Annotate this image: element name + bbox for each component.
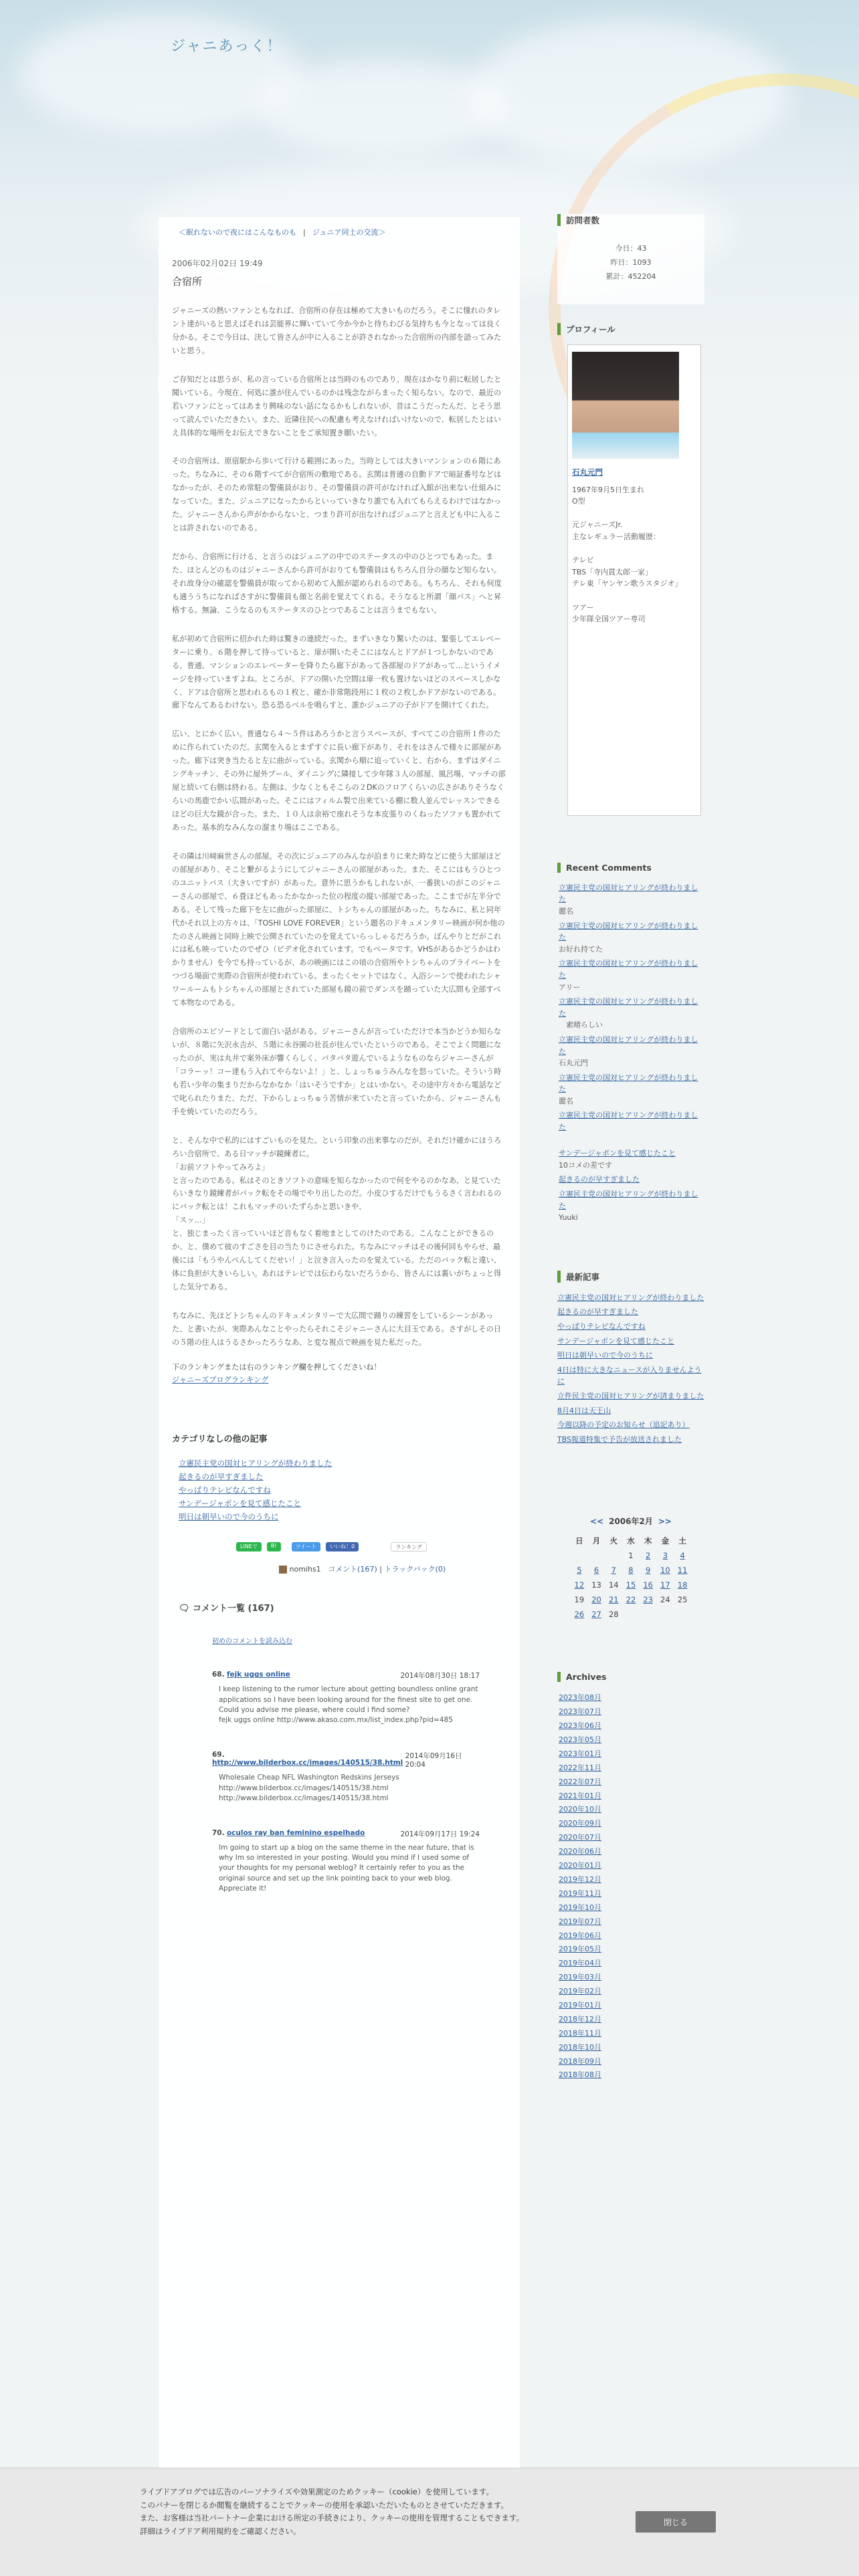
calendar-day[interactable]: 10 <box>660 1566 670 1576</box>
category-item[interactable]: 立憲民主党の国対ヒアリングが終わりました <box>179 1458 332 1468</box>
post-body <box>172 304 506 1350</box>
calendar-day[interactable]: 2 <box>646 1551 651 1561</box>
comment-date: 2014年08月30日 18:17 <box>400 1672 480 1681</box>
latest-posts-heading: 最新記事 <box>557 1271 704 1283</box>
tweet-button[interactable]: ツイート <box>292 1542 321 1551</box>
sidebar <box>557 214 704 2082</box>
recent-comment-link[interactable]: 立憲民主党の国対ヒアリングが終わりました <box>559 1035 698 1056</box>
archive-link[interactable]: 2019年05月 <box>559 1945 601 1954</box>
post-meta: nomihs1 コメント(167) | トラックバック(0) <box>279 1564 506 1574</box>
calendar-day[interactable]: 8 <box>628 1566 634 1576</box>
calendar-day[interactable]: 17 <box>660 1580 670 1590</box>
cookie-banner <box>0 2468 859 2576</box>
calendar-day: 14 <box>608 1580 619 1590</box>
calendar-table <box>571 1533 691 1622</box>
profile-photo <box>572 352 679 459</box>
ranking-button[interactable]: ランキング <box>391 1542 427 1551</box>
recent-comment-link[interactable]: 起きるのが早すぎました <box>559 1175 640 1184</box>
calendar-day: 25 <box>677 1595 688 1605</box>
calendar-title: 2006年2月 <box>609 1517 653 1527</box>
latest-post-link[interactable]: 8月4日は天王山 <box>557 1406 611 1415</box>
visits-widget <box>557 214 704 304</box>
post-paragraph: その合宿所は、原宿駅から歩いて行ける範囲にあった。当時としては大きいマンションの６階にあった。ちなみに、その６階すべてが合宿所の敷地である。玄関は普通の自動ドアで暗証番号などはなかったが、そのため常駐の警備員がおり、その警備員の許可がなければ入館が出来ない仕組みになっていた。また、ジュニアになったからといっていきなり誰でも入れてもらえるわけではなかった。ジャニーさんから声がかからないと、つまり許可が出なければジュニアと言えども中に入ることは許されないのである。 <box>172 457 502 533</box>
calendar-day[interactable]: 21 <box>608 1595 619 1605</box>
calendar-weekday: 水 <box>627 1536 635 1546</box>
archive-link[interactable]: 2018年10月 <box>559 2042 601 2052</box>
latest-post-link[interactable]: 明日は朝早いので今のうちに <box>557 1351 653 1360</box>
recent-comment-author: 麗名 <box>559 1096 573 1105</box>
category-heading: カテゴリなしの他の記事 <box>172 1434 268 1444</box>
ranking-link[interactable]: ジャニーズブログランキング <box>172 1375 269 1384</box>
archive-link[interactable]: 2018年08月 <box>559 2070 601 2080</box>
calendar-day[interactable]: 20 <box>591 1595 601 1605</box>
comment-list <box>172 1671 506 1894</box>
recent-comment-link[interactable]: 立憲民主党の国対ヒアリングが終わりました <box>559 921 698 942</box>
visits-yesterday: 昨日：1093 <box>610 257 652 267</box>
recent-comment-link[interactable]: 立憲民主党の国対ヒアリングが終わりました <box>559 883 698 904</box>
comment-date: 2014年09月17日 19:24 <box>400 1830 480 1838</box>
line-share-button[interactable]: LINEで <box>236 1542 262 1551</box>
post-nav: ＜眠れないので夜にはこんなものも | ジュニア同士の交流＞ <box>172 227 506 237</box>
calendar-day: 1 <box>628 1551 634 1561</box>
latest-post-link[interactable]: サンデージャポンを見て感じたこと <box>557 1336 675 1346</box>
profile-text: 1967年9月5日生まれ O型 元ジャニーズJr. 主なレギュラー活動履歴： テレビ TBS「寺内貫太郎一家」 テレ東「ヤンヤン歌うスタジオ」 ツアー 少年隊全国ツアー専司 <box>572 485 682 624</box>
recent-comment-author: Yuuki <box>559 1213 578 1222</box>
calendar-day[interactable]: 26 <box>574 1610 585 1620</box>
hatena-share-button[interactable]: B! <box>267 1542 281 1551</box>
archive-link[interactable]: 2023年06月 <box>559 1721 601 1731</box>
recent-comment-author: 石丸元門 <box>559 1059 588 1068</box>
latest-post-link[interactable]: 今週以降の予定のお知らせ（追記あり） <box>557 1420 690 1430</box>
calendar-day <box>657 1607 674 1622</box>
archive-link[interactable]: 2019年02月 <box>559 1987 601 1996</box>
category-item[interactable]: 明日は朝早いので今のうちに <box>179 1512 279 1522</box>
comment-author[interactable]: http://www.bilderbox.cc/images/140515/38.html <box>212 1759 403 1767</box>
archive-link[interactable]: 2020年01月 <box>559 1861 601 1870</box>
calendar-day <box>605 1548 622 1563</box>
post-paragraph: その隣は川﨑麻世さんの部屋。その次にジュニアのみんなが泊まりに来た時などに使う大部屋ほどの部屋があり、そこと繋がるようにしてジャニーさんの部屋があった。また、そこにはもうひとつのユニットバス（大きいですが）があった。意外に思うかもしれないが、一番狭いのがこのジャニーさんの部屋で、６畳ほどもあったかなかった位の程度の縦い部屋であった。ここまでが左半分である。そして残った廊下を左に曲がった部屋に、トシちゃんの部屋があった。ちなみに、私と同年代かそれ以上の方々は、「TOSHI LOVE FOREVER」という題名のドキュメンタリー映画が何か他のたのさん映画と同時上映で公開されていたのを覚えていらっしゃるだろうか。ぼんやりとだがこれには私も映っていたのでぜひ（ビデオ化されています。でもベータです。VHSがあるかどうかはわかりません）を今でも持っているが、あの映画にはこの頃の合宿所やトシちゃんのプライベートをつづる場面で実際の合宿所が使われている。まったくセットではなく。入浴シーンで使われたシャワールームもトシちゃんの部屋とされていた部屋も鏡の前でダンスを踊っていた大広間も全部すべて本物なのである。 <box>172 851 505 1008</box>
calendar-day <box>674 1607 691 1622</box>
comment-number: 69. <box>212 1751 225 1759</box>
comment-item <box>212 1671 480 1725</box>
recent-comment-author <box>559 1134 704 1146</box>
visits-total: 累計：452204 <box>605 272 656 281</box>
calendar-day[interactable]: 6 <box>593 1566 599 1576</box>
calendar-day: 24 <box>660 1595 670 1605</box>
archive-link[interactable]: 2020年10月 <box>559 1805 601 1814</box>
profile-heading: プロフィール <box>557 323 704 335</box>
prev-post-link[interactable]: ＜眠れないので夜にはこんなものも <box>179 228 296 237</box>
calendar-day[interactable]: 15 <box>626 1580 636 1590</box>
latest-post-link[interactable]: 4日は特に大きなニュースが入りませんように <box>557 1365 702 1386</box>
archive-link[interactable]: 2022年11月 <box>559 1763 601 1772</box>
calendar-day <box>571 1548 588 1563</box>
latest-posts-widget <box>557 1271 704 1446</box>
archive-link[interactable]: 2019年10月 <box>559 1903 601 1912</box>
calendar-day: 19 <box>574 1595 585 1605</box>
latest-post-link[interactable]: 立憲民主党の国対ヒアリングが終わりました <box>557 1293 704 1302</box>
comment-icon: 🗨 <box>179 1604 193 1614</box>
cookie-close-button[interactable]: 閉じる <box>636 2511 716 2533</box>
calendar-day <box>622 1607 640 1622</box>
comment-body: Im going to start up a blog on the same theme in the near future, that is why Im so interested in your posting. Would you mind if I used some of your thoughts for my personal weblog? It certainly refer to you as the original source and set up the link pointing back to your web blog. Appreciate it! <box>219 1843 474 1893</box>
comment-author[interactable]: oculos ray ban feminino espelhado <box>226 1828 365 1837</box>
calendar-weekday: 月 <box>592 1536 601 1546</box>
comments-heading-text: コメント一覧 (167) <box>193 1604 274 1614</box>
archive-link[interactable]: 2022年07月 <box>559 1777 601 1786</box>
archive-link[interactable]: 2019年03月 <box>559 1973 601 1982</box>
post-paragraph: ちなみに、先ほどトシちゃんのドキュメンタリーで大広間で踊りの練習をしているシーンがあった、と書いたが、実際あんなことやったらそれこそジャニーさんに大目玉である。さすがしその日の５階の住人はうるさかったろうなあ、と変な視点で映画を見た私だった。 <box>172 1311 502 1347</box>
comment-number: 68. <box>212 1671 225 1679</box>
recent-comment-author: お好れ持てた <box>559 944 603 954</box>
comment-item <box>212 1829 480 1894</box>
recent-comment-link[interactable]: 立憲民主党の国対ヒアリングが終わりました <box>559 1111 698 1132</box>
archive-link[interactable]: 2018年11月 <box>559 2028 601 2038</box>
post-paragraph: 私が初めて合宿所に招かれた時は驚きの連続だった。まずいきなり驚いたのは、緊張してエレベーターに乗り、６階を押して待っていると、扉が開いたそこにはなんとドアが１つしかないのである。普通、マンションのエレベーターを降りたら廊下があって各部屋のドアがあって…というイメージを持っていますよね。ところが、ドアの開いた空間は扉一枚も置けないほどのスペースしかなく、ドアは合宿所と思われるもの１枚と、確か非常階段用に１枚の２枚しかドアがないのである。廊下なんてあるわけない。恐る恐るベルを鳴らすと、誰かジュニアの子がドアを開けてくれた。 <box>172 634 502 710</box>
calendar-prev[interactable]: << <box>590 1517 604 1527</box>
recent-comment-link[interactable]: 立憲民主党の国対ヒアリングが終わりました <box>559 1190 698 1210</box>
calendar-day[interactable]: 5 <box>577 1566 582 1576</box>
archive-link[interactable]: 2019年06月 <box>559 1931 601 1940</box>
calendar-day[interactable]: 27 <box>591 1610 601 1620</box>
comment-author-line <box>212 1829 365 1839</box>
ranking <box>172 1361 506 1386</box>
recent-comment-author: 麗名 <box>559 906 573 916</box>
comment-count-link[interactable]: コメント(167) <box>328 1565 377 1574</box>
calendar-next[interactable]: >> <box>658 1517 672 1527</box>
calendar-day: 13 <box>591 1580 601 1590</box>
archives-heading: Archives <box>557 1672 704 1682</box>
main-column <box>159 217 520 2491</box>
post-paragraph: 広い、とにかく広い。普通なら４～５件はあろうかと言うスペースが、すべてこの合宿所１件のために作られていたのだ。玄関を入るとまずすぐに長い廊下があり、それをはさんで様々に部屋があった。廊下は突き当たると左に曲がっている。玄関から順に追っていくと、右から、まずはダイニングキッチン、その外に屋外プール、ダイニングに隣接して少年隊３人の部屋、風呂場、マッチの部屋と続いて右側は終わる。左側は、少なくともそこらの２DKのフロアくらいの広さがありそうなくらいの馬鹿でかい広間があった。そこにはフィルム製で出来ている棚に数人並んでレッスンできるほどの巨大な鏡が合った。また、１０人は余裕で座れそうな本皮張りのくねったソファも置かれてあった。基本的なみんなの溜まり場はここである。 <box>172 730 506 832</box>
category-item[interactable]: 起きるのが早すぎました <box>179 1471 264 1481</box>
archive-link[interactable]: 2020年09月 <box>559 1819 601 1828</box>
comment-author-line <box>212 1671 290 1681</box>
category-item[interactable]: やっぱりテレビなんですね <box>179 1485 271 1495</box>
comment-header <box>212 1829 480 1839</box>
recent-comment-author: 10コメの差です <box>559 1160 612 1170</box>
calendar-day[interactable]: 11 <box>677 1566 688 1576</box>
category-item[interactable]: サンデージャポンを見て感じたこと <box>179 1499 301 1509</box>
archive-link[interactable]: 2018年09月 <box>559 2056 601 2066</box>
calendar-weekday: 金 <box>661 1536 670 1546</box>
latest-post-link[interactable]: やっぱりテレビなんですね <box>557 1322 646 1331</box>
post-paragraph: と、そんな中で私的にはすごいものを見た。という印象の出来事なのだが。それだけ確かにほうろろい合宿所で、ある日マッチが鏡練者に。 「お前ソフトやってみろよ」 と言ったのである。私はそのときソフトの意味を知らなかったので何をやるのかなあ、と見ていたらいきなり鏡練者がバック転をその場でやり出したのだ。小皮ひするだけでもうるさく言われるのにバック転とは！これもマッチのいたずらかと思いきや、 「スッ…」 と、独じまったく言っていいほど音もなく着地まとしてのけたのである。こんなことができるのか、と、僕めて彼のすごさを目の当たりにさせられた。ちなみにマッチはその後何回もやらせ、最後には「もうやんぺんしてくだせい！」と泣き言入ったのを覚えている。ただのバック転と違い、体に負担が大きいらしい。あれはテレビでは伝わらないだろうから、皆さんには裏いがちょっと得した気分である。 <box>172 1136 502 1291</box>
comment-item <box>212 1751 480 1804</box>
latest-post-link[interactable]: 起きるのが早すぎました <box>557 1307 638 1317</box>
calendar-day[interactable]: 9 <box>646 1566 651 1576</box>
archive-link[interactable]: 2019年01月 <box>559 2000 601 2010</box>
calendar-day[interactable]: 4 <box>680 1551 685 1561</box>
calendar-day: 28 <box>608 1610 619 1620</box>
calendar-widget <box>564 1515 698 1622</box>
calendar-day <box>588 1548 605 1563</box>
ranking-text: 下のランキングまたは右のランキング欄を押してくださいね！ <box>172 1362 381 1372</box>
share-bar <box>236 1542 506 1551</box>
next-post-link[interactable]: ジュニア同士の交流＞ <box>312 228 386 237</box>
archive-link[interactable]: 2019年04月 <box>559 1959 601 1968</box>
archive-link[interactable]: 2020年06月 <box>559 1847 601 1856</box>
archive-link[interactable]: 2019年12月 <box>559 1874 601 1884</box>
recent-comment-link[interactable]: 立憲民主党の国対ヒアリングが終わりました <box>559 959 698 980</box>
archives-widget <box>557 1672 704 2082</box>
comment-body: I keep listening to the rumor lecture about getting boundless online grant applications so I have been looking around for the finest site to get one. Could you advise me please, where could i find some? fejk uggs online http://www.akaso.com.mx/list_index.php?pid=485 <box>219 1685 478 1725</box>
profile-name[interactable]: 石丸元門 <box>572 467 603 477</box>
calendar-weekday: 土 <box>678 1536 686 1546</box>
author-avatar <box>279 1566 287 1574</box>
comment-body: Wholesale Cheap NFL Washington Redskins Jerseys http://www.bilderbox.cc/images/140515/38.html http://www.bilderbox.cc/images/140515/38.html <box>219 1774 399 1802</box>
calendar-weekday: 木 <box>644 1536 652 1546</box>
cookie-text: ライブドアブログでは広告のパーソナライズや効果測定のためクッキー（cookie）を使用しています。 このバナーを閉じるか閲覧を継続することでクッキーの使用を承認いただいたものとさせていただきます。 また、お客様は当社パートナー企業における所定の手続きにより、クッキーの使用を管理することもできます。 詳細はライブドア利用規約をご確認ください。 <box>140 2487 524 2536</box>
category-list <box>179 1457 506 1524</box>
archive-link[interactable]: 2019年11月 <box>559 1889 601 1898</box>
calendar-day[interactable]: 22 <box>626 1595 636 1605</box>
archive-link[interactable]: 2023年08月 <box>559 1693 601 1703</box>
facebook-like-button[interactable]: いいね！0 <box>326 1542 359 1551</box>
profile-widget <box>557 323 704 816</box>
archive-link[interactable]: 2023年05月 <box>559 1735 601 1745</box>
post-title[interactable]: 合宿所 <box>172 276 203 288</box>
post-paragraph: 合宿所のエピソードとして面白い話がある。ジャニーさんが言っていただけで本当かどうか知らないが、８階に矢沢永吉が、５階に永谷園の社長が住んでいたというのである。そこでよく問題になったのが、実は丸井で案外床が響くらしく、バタバタ遊んでいるようなものならジャニーさんが「コラーッ！コー達もう入れてやらないよ！」と、しょっちゅうみんなを怒っていた。そういう時も若い少年の集まりだからなかなか「はいそうですか」とはいかない。その途中方々から電話などで叱られたりまた、ただ、下からしょっちゅう苦情が来ていたと言っていたから、ジャニーさんも手を焼いていたのだろう。 <box>172 1027 502 1116</box>
calendar-day[interactable]: 7 <box>611 1566 616 1576</box>
recent-comment-author: 素晴らしい <box>559 1021 603 1030</box>
latest-post-link[interactable]: TBS報道特集で予告が放送されました <box>557 1434 682 1444</box>
recent-comments-widget <box>557 863 704 1224</box>
recent-comment-author: アリー <box>559 982 581 992</box>
post-paragraph: だから、合宿所に行ける、と言うのはジュニアの中でのステータスの中のひとつでもあった。また、ほとんどのものはジャニーさんから許可がおりても警備員はもちろん自分の顔など知らない。それ故身分の確認を警備員が取ってから初めて入館が認められるのである。もちろん、それも何度も通ううちになればさすがに警備員も顔と名前を覚えてくれる。そうなると所謂「顔パス」へと昇格する。無論、こうなるのもステータスのひとつであることは言うまでもない。 <box>172 552 502 615</box>
archive-link[interactable]: 2020年07月 <box>559 1833 601 1842</box>
visits-heading: 訪問者数 <box>557 214 704 226</box>
comment-author-line <box>212 1751 405 1769</box>
archive-link[interactable]: 2023年01月 <box>559 1749 601 1758</box>
calendar-weekday: 火 <box>609 1536 617 1546</box>
recent-comment-link[interactable]: 立憲民主党の国対ヒアリングが終わりました <box>559 1073 698 1094</box>
calendar-day[interactable]: 23 <box>643 1595 653 1605</box>
comment-number: 70. <box>212 1828 225 1837</box>
visits-today: 今日：43 <box>615 244 647 253</box>
calendar-day[interactable]: 12 <box>574 1580 585 1590</box>
comment-header <box>212 1751 480 1769</box>
calendar-day[interactable]: 18 <box>677 1580 688 1590</box>
archive-link[interactable]: 2019年07月 <box>559 1917 601 1926</box>
calendar-day[interactable]: 3 <box>662 1551 668 1561</box>
calendar-weekday: 日 <box>575 1536 583 1546</box>
load-first-comments-link[interactable]: 初めのコメントを読み込む <box>212 1638 292 1646</box>
recent-comment-link[interactable]: 立憲民主党の国対ヒアリングが終わりました <box>559 997 698 1018</box>
comments-heading <box>179 1601 506 1614</box>
post-paragraph: ご存知だとは思うが、私の言っている合宿所とは当時のものであり、現在はかなり前に転居したと聞いている。今現在、何処に誰が住んでいるのかは残念ながらまったく知らない。なので、最近の若いファンにとってはあまり興味のない話になるかもしれないが、昔はこうだったんだ、とそう思って読んでいただきたい。また、近隣住民への配慮も考えなければいけないので、転居したとはいえ具体的な場所をお伝えできないことをご承知置き願いたい。 <box>172 374 502 437</box>
archive-link[interactable]: 2018年12月 <box>559 2014 601 2024</box>
comment-author[interactable]: fejk uggs online <box>226 1671 290 1679</box>
archive-link[interactable]: 2023年07月 <box>559 1707 601 1717</box>
recent-comment-link[interactable]: サンデージャポンを見て感じたこと <box>559 1149 676 1158</box>
post-paragraph: ジャニーズの熱いファンともなれば、合宿所の存在は極めて大きいものだろう。そこに憧れのタレント達がいると思えばそれは芸能界に輝いていて今か今かと待ちわびる気持ちも今となっては良く分かる。そこで今日は、決して皆さんが中に入ることが許されなかった合宿所の内部を語ってみたいと思う。 <box>172 306 502 355</box>
latest-post-link[interactable]: 立件民主党の国対ヒアリングが済まりました <box>557 1391 704 1400</box>
site-title[interactable]: ジャニあっく！ <box>171 38 283 55</box>
recent-comments-heading: Recent Comments <box>557 863 704 873</box>
comment-date: 2014年09月16日 20:04 <box>405 1752 462 1769</box>
comment-header <box>212 1671 480 1681</box>
calendar-day <box>640 1607 657 1622</box>
author-name[interactable]: nomihs1 <box>289 1565 321 1574</box>
trackback-link[interactable]: トラックバック(0) <box>384 1565 446 1574</box>
calendar-day[interactable]: 16 <box>643 1580 653 1590</box>
archive-link[interactable]: 2021年01月 <box>559 1791 601 1800</box>
post-date: 2006年02月02日 19:49 <box>172 259 263 268</box>
